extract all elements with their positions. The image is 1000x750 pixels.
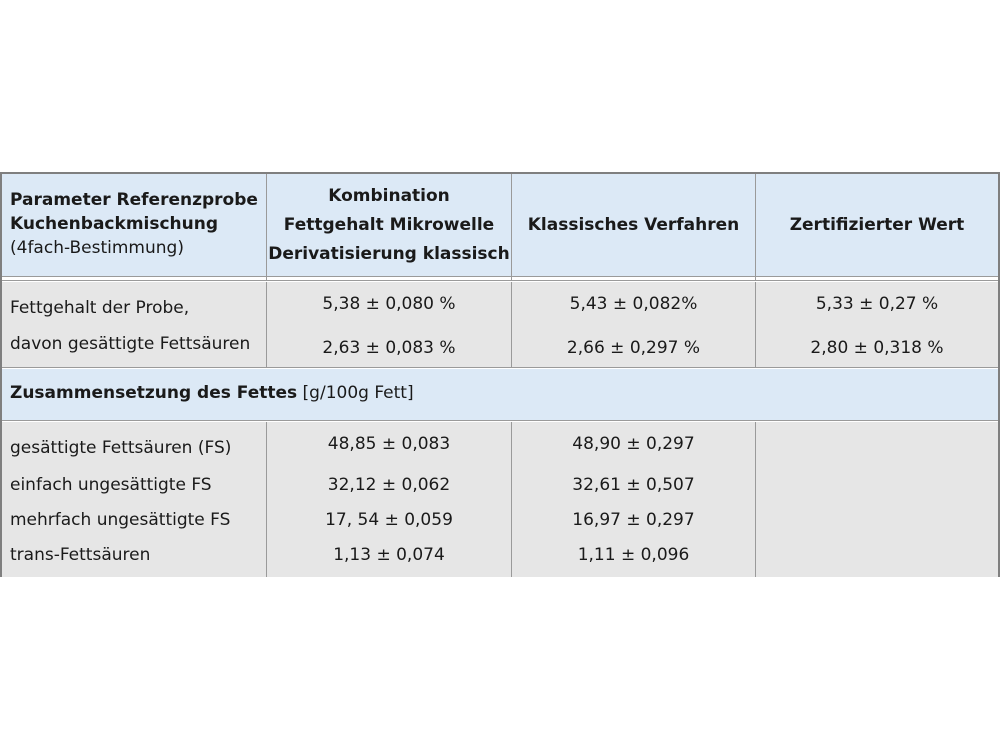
header-combination-line2: Fettgehalt Mikrowelle [283,214,495,235]
results-table [0,172,1000,577]
header-parameter-line3: (4fach-Bestimmung) [10,238,184,258]
composition-classic-value: 32,61 ± 0,507 [572,475,695,495]
composition-label: mehrfach ungesättigte FS [10,510,231,530]
composition-section-bold: Zusammensetzung des Fettes [10,383,298,403]
composition-combination-value: 48,85 ± 0,083 [327,434,451,454]
table-header-row [2,174,998,277]
gap-cell [266,277,511,280]
composition-section-row [2,369,998,421]
composition-label: gesättigte Fettsäuren (FS) [10,438,232,458]
header-parameter-line1: Parameter Referenzprobe [10,190,258,210]
header-combination-cell [266,174,511,276]
composition-label: trans-Fettsäuren [10,545,151,565]
composition-combination-cell [266,422,511,577]
composition-label: einfach ungesättigte FS [10,475,212,495]
fat-combination-value: 5,38 ± 0,080 % [322,294,456,314]
composition-certified-cell [755,422,998,577]
header-combination-line1: Kombination [328,185,450,206]
composition-classic-cell [511,422,755,577]
header-classic-label: Klassisches Verfahren [527,214,740,235]
gap-cell [755,277,998,280]
saturated-certified-value: 2,80 ± 0,318 % [810,338,944,358]
composition-section-title [10,383,414,403]
composition-row [2,422,998,577]
fat-label-cell [2,282,266,367]
fat-content-row [2,282,998,368]
saturated-label: davon gesättigte Fettsäuren [10,334,251,354]
fat-certified-value: 5,33 ± 0,27 % [815,294,939,314]
table-gap-row [2,277,998,281]
saturated-classic-value: 2,66 ± 0,297 % [566,338,701,358]
header-parameter-line2: Kuchenbackmischung [10,214,219,234]
fat-classic-cell [511,282,755,367]
fat-certified-cell [755,282,998,367]
fat-combination-cell [266,282,511,367]
gap-cell [2,277,266,280]
header-combination-line3: Derivatisierung klassisch [268,243,510,264]
header-certified-label: Zertifizierter Wert [789,214,965,235]
header-classic-cell [511,174,755,276]
composition-label-cell [2,422,266,577]
header-parameter-cell [2,174,266,276]
composition-combination-value: 17, 54 ± 0,059 [325,510,453,530]
composition-classic-value: 1,11 ± 0,096 [577,545,690,565]
composition-section-unit: [g/100g Fett] [297,383,414,403]
header-certified-cell [755,174,998,276]
fat-classic-value: 5,43 ± 0,082% [569,294,698,314]
fat-label: Fettgehalt der Probe, [10,298,190,318]
composition-combination-value: 32,12 ± 0,062 [327,475,451,495]
composition-combination-value: 1,13 ± 0,074 [333,545,445,565]
saturated-combination-value: 2,63 ± 0,083 % [322,338,456,358]
gap-cell [511,277,755,280]
composition-classic-value: 48,90 ± 0,297 [572,434,695,454]
composition-classic-value: 16,97 ± 0,297 [572,510,695,530]
